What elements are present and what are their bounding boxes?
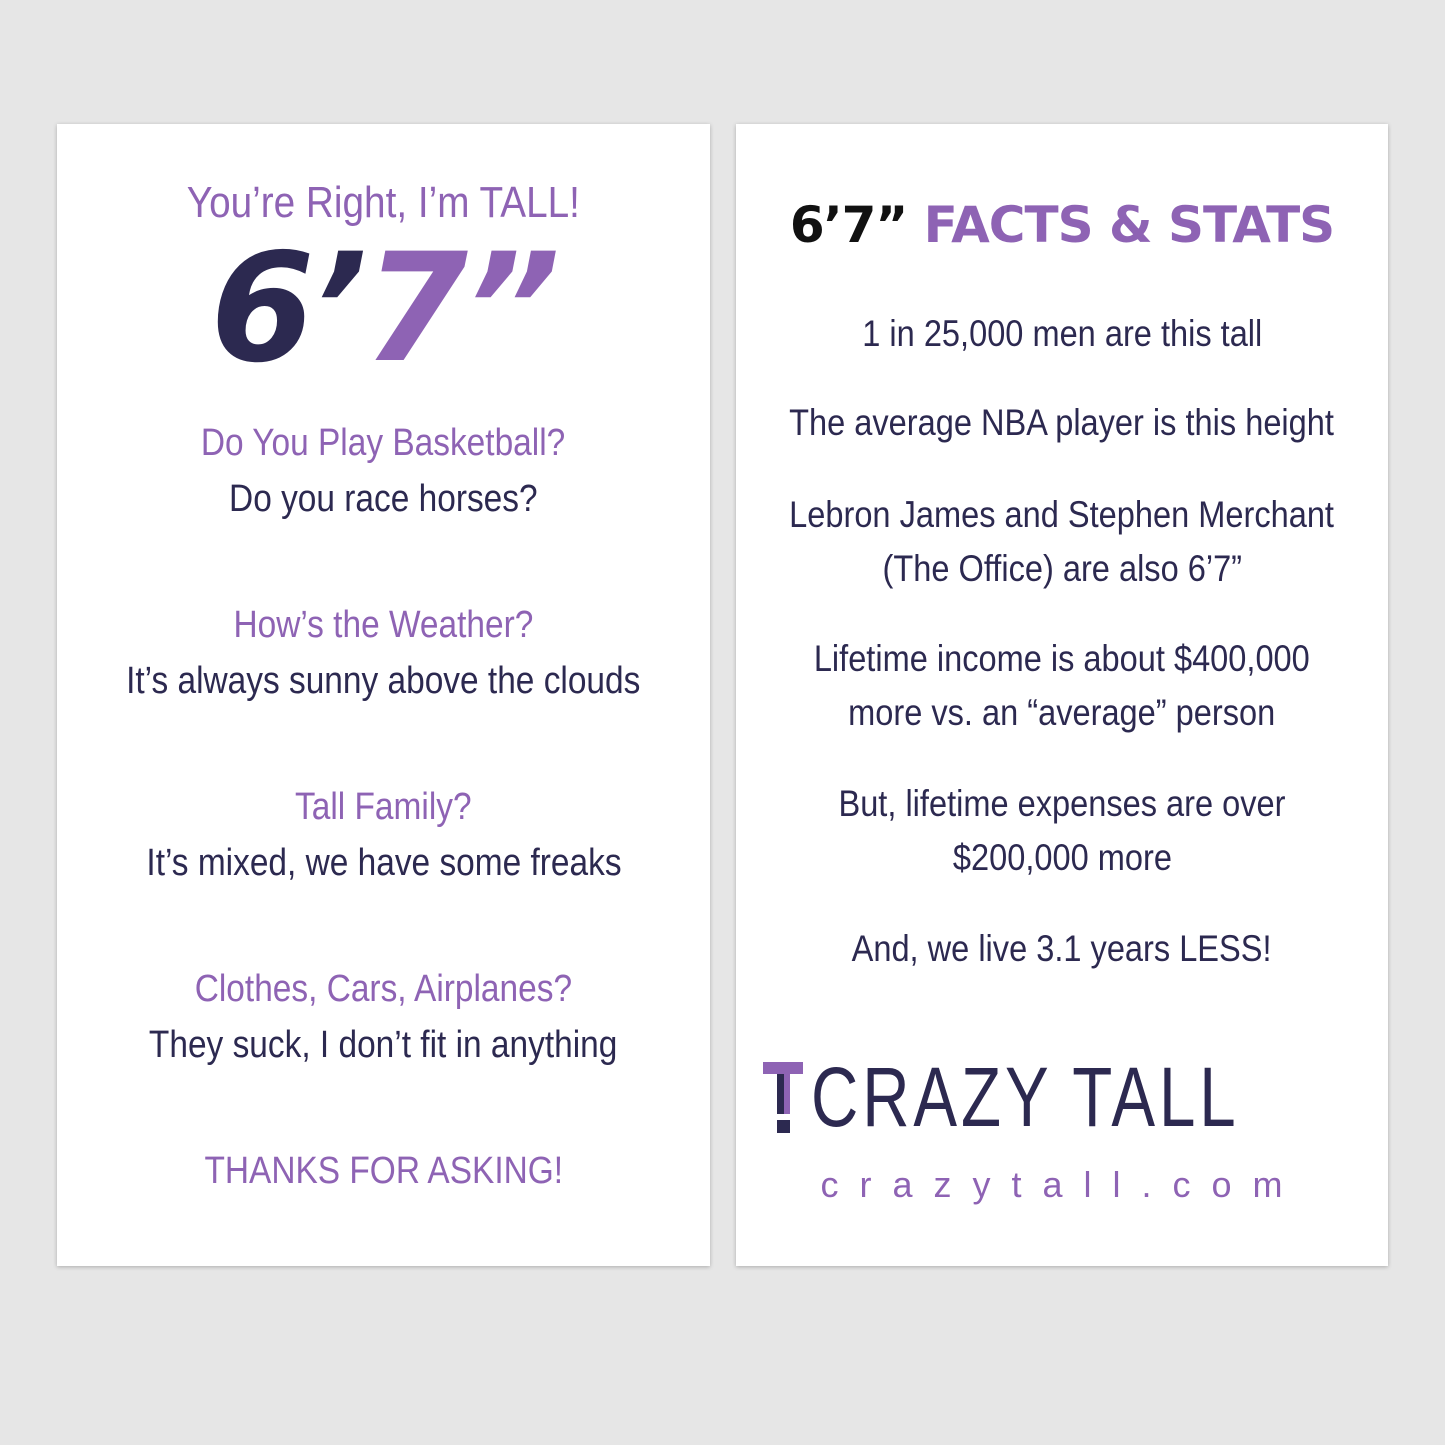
facts-title-text: FACTS & STATS (923, 196, 1335, 254)
fact-item: The average NBA player is this height (789, 402, 1335, 443)
question-family: Tall Family? (295, 786, 472, 828)
closing-text: THANKS FOR ASKING! (204, 1150, 563, 1192)
fact-item: 1 in 25,000 men are this tall (861, 313, 1263, 354)
answer-basketball: Do you race horses? (229, 478, 538, 520)
website-url: crazytall.com (820, 1164, 1304, 1205)
exclamation-t-icon (763, 1062, 803, 1134)
greeting: You’re Right, I’m TALL! (186, 178, 581, 227)
height-inches: 7” (363, 222, 557, 396)
answer-family: It’s mixed, we have some freaks (145, 842, 622, 884)
logo-text: CRAZY TALL (811, 1050, 1240, 1144)
right-card (736, 124, 1388, 1266)
fact-item: And, we live 3.1 years LESS! (852, 928, 1272, 969)
fact-item: Lifetime income is about $400,000 more vs. an “average” person (814, 638, 1310, 733)
height-display (57, 222, 710, 396)
question-basketball: Do You Play Basketball? (201, 422, 566, 464)
fact-item: But, lifetime expenses are over $200,000 more (838, 783, 1286, 878)
answer-weather: It’s always sunny above the clouds (126, 660, 641, 702)
facts-title (736, 196, 1388, 254)
question-weather: How’s the Weather? (233, 604, 534, 646)
height-feet: 6’ (210, 222, 364, 396)
fact-item: Lebron James and Stephen Merchant (The Office) are also 6’7” (789, 494, 1335, 589)
left-card (57, 124, 710, 1266)
facts-title-height: 6’7” (789, 196, 908, 254)
question-clothes: Clothes, Cars, Airplanes? (194, 968, 573, 1010)
brand-logo (736, 1050, 1388, 1144)
answer-clothes: They suck, I don’t fit in anything (149, 1024, 618, 1066)
